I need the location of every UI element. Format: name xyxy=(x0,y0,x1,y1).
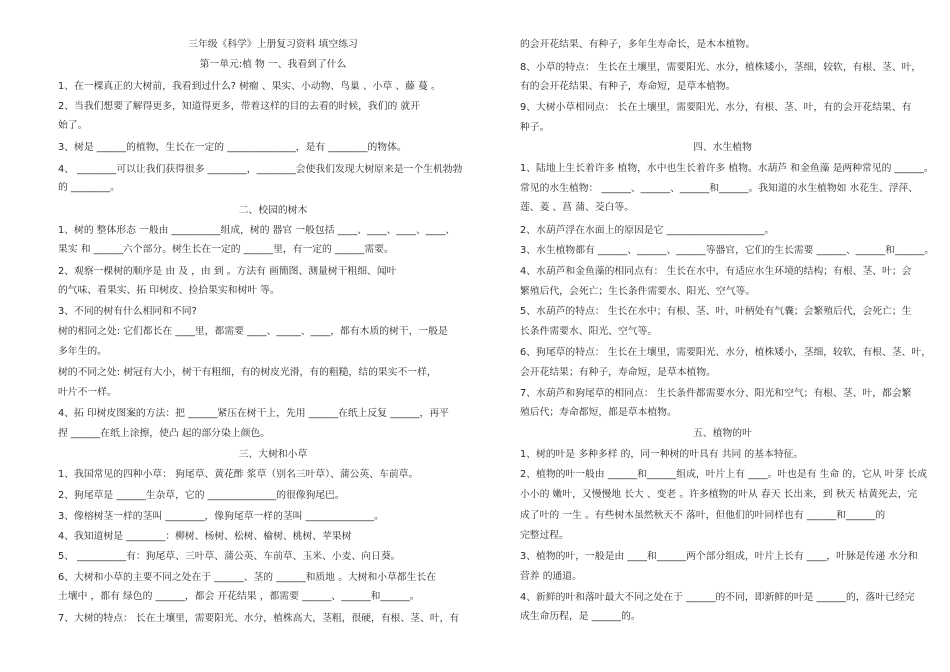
section-heading: 五、植物的叶 xyxy=(693,428,752,439)
question-line: 常见的水生植物： ______、______、______和______。我知道的水生植物如 水花生、浮萍、 xyxy=(520,183,919,194)
question-line: 2、当我们想要了解得更多，知道得更多，带着这样的目的去看的时候，我们的 就开 xyxy=(58,101,421,112)
question-line: 4、水葫芦和金鱼藻的相同点有： 生长在水中，有适应水生环境的结构；有根、茎、叶；会 xyxy=(520,266,912,277)
question-line: 3、不同的树有什么相同和不同? xyxy=(58,306,197,317)
question-line: 的会开花结果、有种子，多年生寿命长，是木本植物。 xyxy=(520,39,756,50)
section-heading: 三、大树和小草 xyxy=(238,449,308,460)
question-line: 成了叶的 一生 。有些树木虽然秋天不 落叶，但他们的叶同样也有 ______和______的 xyxy=(520,510,886,521)
question-line: 殖后代；寿命都短，都是草本植物。 xyxy=(520,407,677,418)
question-line: 9、大树小草相同点： 长在土壤里，需要阳光、水分，有根、茎、叶，有的会开花结果、有 xyxy=(520,102,912,113)
question-line: 营养 的通道。 xyxy=(520,571,582,582)
question-line: 5、水葫芦的特点： 生长在水中；有根、茎、叶，叶柄处有气囊；会繁殖后代，会死亡；生 xyxy=(520,306,912,317)
question-line: 莲、菱 、菖 蒲、茭白等。 xyxy=(520,202,634,213)
question-line: 1、我国常见的四种小草： 狗尾草、黄花酢 浆草（别名三叶草）、蒲公英、车前草。 xyxy=(58,469,419,480)
question-line: 5、 __________有：狗尾草、三叶草、蒲公英、车前草、玉米、小麦、向日葵。 xyxy=(58,551,401,562)
document-title: 三年级《科学》上册复习资料 填空练习 xyxy=(188,39,358,50)
question-line: 的 ________。 xyxy=(58,182,120,193)
question-line: 树的相同之处: 它们都长在 ____里，都需要 ____、_____、____，都有木质的树干，一般是 xyxy=(58,326,448,337)
question-line: 土壤中 ，都有 绿色的 ______，都会 开花结果 ，都需要 ______、______和______。 xyxy=(58,591,420,602)
question-line: 7、水葫芦和狗尾草的相同点： 生长条件都需要水分、阳光和空气；有根、茎、叶，都会繁 xyxy=(520,388,912,399)
question-line: 长条件需要水、阳光、空气等。 xyxy=(520,326,658,337)
question-line: 捏 ______在纸上涂擦，使凸 起的部分染上颜色。 xyxy=(58,428,270,439)
question-line: 会开花结果；有种子，寿命短，是草本植物。 xyxy=(520,367,716,378)
question-line: 3、树是 ______的植物，生长在一定的 ______________，是有 ________的物体。 xyxy=(58,142,407,153)
question-line: 3、像榕树茎一样的茎叫 ________，像狗尾草一样的茎叫 ______________。 xyxy=(58,511,384,522)
left-column xyxy=(58,0,488,672)
question-line: 3、水生植物都有 ______、______、______等器官，它们的生长需要 ______、______和______。 xyxy=(520,245,935,256)
question-line: 4、 ________可以让我们获得很多 ________，________会使我们发现大树原来是一个生机勃勃 xyxy=(58,164,463,175)
question-line: 2、观察一棵树的顺序是 由 及 ，由 到 。方法有 画簡图、测量树干粗细、闻叶 xyxy=(58,266,397,277)
question-line: 8、小草的特点： 生长在土壤里，需要阳光、水分，植株矮小，茎细，较软，有根、茎、叶， xyxy=(520,62,922,73)
right-column xyxy=(520,0,935,672)
question-line: 2、水葫芦浮在水面上的原因是它 ____________________。 xyxy=(520,225,775,236)
question-line: 多年生的。 xyxy=(58,346,107,357)
question-line: 果实 和 ______六个部分。树生长在一定的 ______里，有一定的 ______需要。 xyxy=(58,244,394,255)
question-line: 始了。 xyxy=(58,120,88,131)
question-line: 完整过程。 xyxy=(520,530,569,541)
question-line: 小小的 嫩叶，又慢慢地 长大 、变老 。许多植物的叶从 春天 长出来，到 秋天 枯黄死去，完 xyxy=(520,489,918,500)
question-line: 1、树的叶是 多种多样 的，同一种树的叶具有 共同 的基本特征。 xyxy=(520,449,804,460)
question-line: 3、植物的叶，一般是由 ____和______两个部分组成，叶片上长有 ____，叶脉是传递 水分和 xyxy=(520,551,918,562)
question-line: 树的不同之处: 树冠有大小，树干有粗细，有的树皮光滑，有的粗糙，结的果实不一样， xyxy=(58,367,437,378)
question-line: 的气味、看果实、拓 印树皮、捡拾果实和树叶 等。 xyxy=(58,285,280,296)
unit-heading: 第一单元:植 物 一、我看到了什么 xyxy=(199,59,347,70)
question-line: 4、新鲜的叶和落叶最大不同之处在于 ______的不同，即新鲜的叶是 ______的，落叶已经完 xyxy=(520,592,915,603)
question-line: 2、狗尾草是 ______生杂草，它的 ______________的很像狗尾巴。 xyxy=(58,490,345,501)
question-line: 2、植物的叶一般由 ______和______组成，叶片上有 ____。叶也是有 生命 的，它从 叶芽 长成 xyxy=(520,469,927,480)
question-line: 叶片不一样。 xyxy=(58,387,117,398)
question-line: 4、拓 印树皮图案的方法：把 ______紧压在树干上，先用 ______在纸上反复 ______，再平 xyxy=(58,408,449,419)
question-line: 6、狗尾草的特点： 生长在土壤里，需要阳光、水分，植株矮小，茎细，较软，有根、茎、叶， xyxy=(520,347,932,358)
question-line: 6、大树和小草的主要不同之处在于 ______、茎的 ______和质地 。大树和小草都生长在 xyxy=(58,572,437,583)
question-line: 4、我知道树是 ________：柳树、杨树、松树、榆树、桃树、苹果树 xyxy=(58,531,352,542)
section-heading: 四、水生植物 xyxy=(693,142,752,153)
question-line: 成生命历程，是 ______的。 xyxy=(520,611,641,622)
question-line: 1、树的 整体形态 一般由 __________组成，树的 器官 一般包括 ____、____、____、____、 xyxy=(58,225,456,236)
section-heading: 二、校园的树木 xyxy=(238,205,308,216)
question-line: 繁殖后代，会死亡；生长条件需要水、阳光、空气等。 xyxy=(520,286,756,297)
question-line: 1、陆地上生长着许多 植物，水中也生长着许多 植物。水葫芦 和金鱼藻 是两种常见的 ______。 xyxy=(520,163,934,174)
question-line: 1、在一棵真正的大树前，我看到过什么? 树瘤 、果实、小动物、鸟巢 、小草 、藤 蔓 。 xyxy=(58,81,441,92)
question-line: 7、大树的特点： 长在土壤里，需要阳光、水分，植株高大，茎粗，很硬，有根、茎、叶，有 xyxy=(58,613,460,624)
question-line: 有的会开花结果、有种子，寿命短，是草本植物。 xyxy=(520,81,736,92)
question-line: 种子。 xyxy=(520,122,550,133)
